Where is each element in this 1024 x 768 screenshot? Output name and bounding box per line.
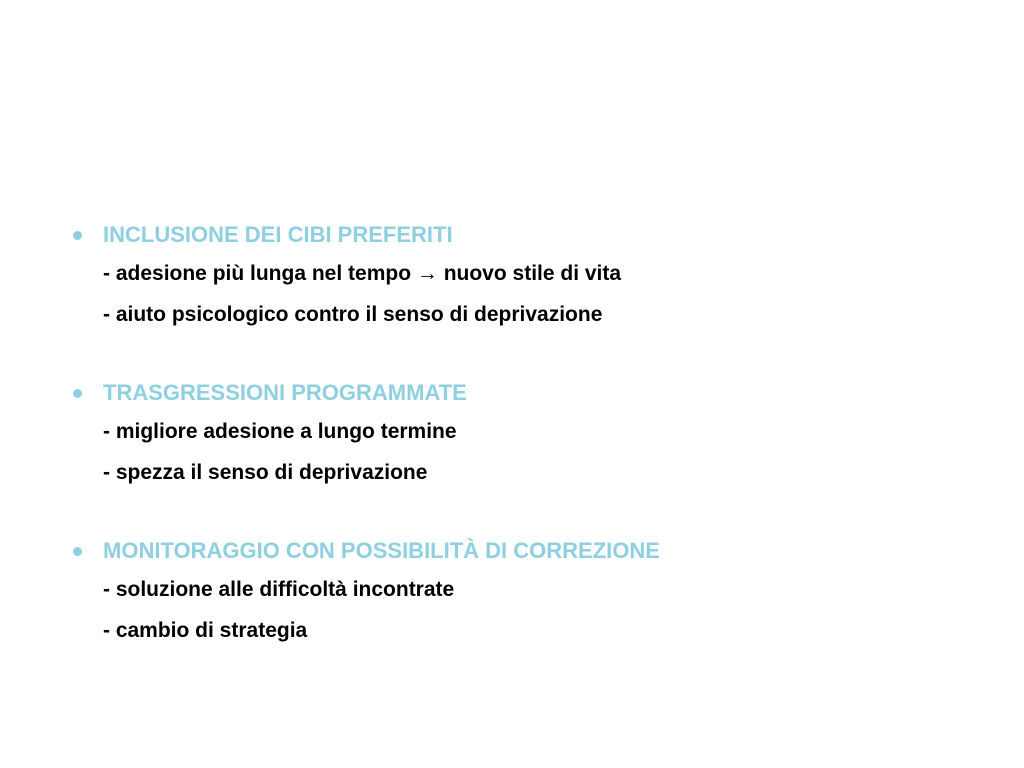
sub-item: - adesione più lunga nel tempo → nuovo stile di vita xyxy=(103,261,622,285)
bullet-heading-row xyxy=(70,533,970,569)
bullet-heading: MONITORAGGIO CON POSSIBILITÀ DI CORREZIONE xyxy=(103,538,660,563)
sub-item: - aiuto psicologico contro il senso di deprivazione xyxy=(103,302,603,326)
bullet-section-3 xyxy=(70,533,970,651)
sub-item: - soluzione alle difficoltà incontrate xyxy=(103,577,455,601)
bullet-dot-icon xyxy=(73,547,82,556)
bullet-section-1 xyxy=(70,217,970,335)
bullet-heading: TRASGRESSIONI PROGRAMMATE xyxy=(103,380,467,405)
bullet-dot-icon xyxy=(73,389,82,398)
bullet-heading: INCLUSIONE DEI CIBI PREFERITI xyxy=(103,222,453,247)
sub-item: - cambio di strategia xyxy=(103,618,308,642)
bullet-heading-row xyxy=(70,375,970,411)
sub-item: - spezza il senso di deprivazione xyxy=(103,460,428,484)
bullet-heading-row xyxy=(70,217,970,253)
bullet-dot-icon xyxy=(73,231,82,240)
sub-item: - migliore adesione a lungo termine xyxy=(103,419,457,443)
bullet-section-2 xyxy=(70,375,970,493)
slide-content xyxy=(70,217,970,651)
